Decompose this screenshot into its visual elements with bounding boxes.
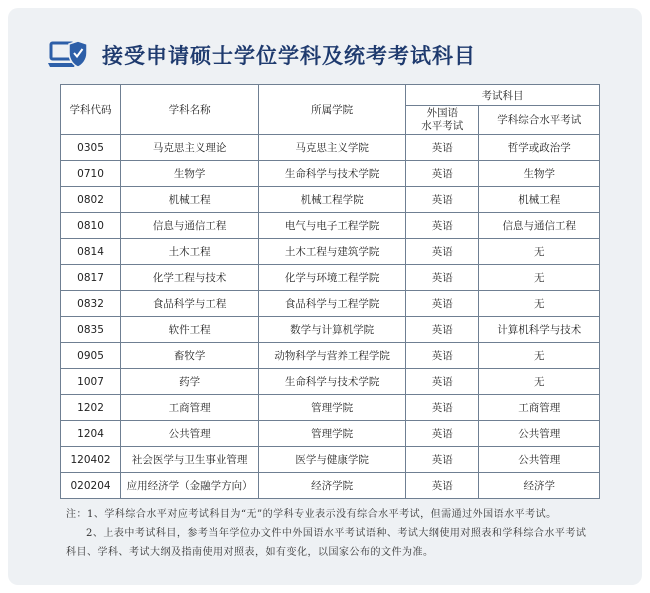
cell-name: 工商管理 <box>121 395 259 421</box>
cell-language: 英语 <box>406 369 479 395</box>
cell-name: 药学 <box>121 369 259 395</box>
cell-code: 0802 <box>61 187 121 213</box>
cell-name: 马克思主义理论 <box>121 135 259 161</box>
cell-school: 管理学院 <box>259 395 406 421</box>
cell-name: 生物学 <box>121 161 259 187</box>
header-exam-group: 考试科目 <box>406 85 600 106</box>
table-row <box>61 447 600 473</box>
cell-comprehensive: 哲学或政治学 <box>479 135 600 161</box>
cell-language: 英语 <box>406 187 479 213</box>
cell-comprehensive: 公共管理 <box>479 421 600 447</box>
cell-code: 0305 <box>61 135 121 161</box>
cell-language: 英语 <box>406 421 479 447</box>
cell-language: 英语 <box>406 265 479 291</box>
cell-code: 0710 <box>61 161 121 187</box>
cell-school: 马克思主义学院 <box>259 135 406 161</box>
cell-school: 生命科学与技术学院 <box>259 369 406 395</box>
cell-school: 医学与健康学院 <box>259 447 406 473</box>
cell-school: 土木工程与建筑学院 <box>259 239 406 265</box>
cell-name: 公共管理 <box>121 421 259 447</box>
header-code: 学科代码 <box>61 85 121 135</box>
cell-school: 动物科学与营养工程学院 <box>259 343 406 369</box>
cell-code: 0810 <box>61 213 121 239</box>
cell-school: 电气与电子工程学院 <box>259 213 406 239</box>
table-row <box>61 291 600 317</box>
cell-name: 化学工程与技术 <box>121 265 259 291</box>
cell-comprehensive: 计算机科学与技术 <box>479 317 600 343</box>
header-comprehensive-exam: 学科综合水平考试 <box>479 106 600 135</box>
cell-name: 信息与通信工程 <box>121 213 259 239</box>
cell-code: 0817 <box>61 265 121 291</box>
cell-code: 120402 <box>61 447 121 473</box>
cell-school: 机械工程学院 <box>259 187 406 213</box>
header-name: 学科名称 <box>121 85 259 135</box>
cell-code: 1204 <box>61 421 121 447</box>
cell-language: 英语 <box>406 213 479 239</box>
cell-code: 020204 <box>61 473 121 499</box>
cell-school: 生命科学与技术学院 <box>259 161 406 187</box>
cell-comprehensive: 无 <box>479 291 600 317</box>
table-row <box>61 161 600 187</box>
table-row <box>61 395 600 421</box>
cell-comprehensive: 无 <box>479 369 600 395</box>
cell-comprehensive: 机械工程 <box>479 187 600 213</box>
cell-school: 管理学院 <box>259 421 406 447</box>
cell-language: 英语 <box>406 135 479 161</box>
cell-name: 土木工程 <box>121 239 259 265</box>
cell-language: 英语 <box>406 239 479 265</box>
cell-code: 1202 <box>61 395 121 421</box>
table-row <box>61 369 600 395</box>
cell-code: 0905 <box>61 343 121 369</box>
header-school: 所属学院 <box>259 85 406 135</box>
cell-school: 化学与环境工程学院 <box>259 265 406 291</box>
cell-comprehensive: 生物学 <box>479 161 600 187</box>
cell-comprehensive: 公共管理 <box>479 447 600 473</box>
table-row <box>61 343 600 369</box>
cell-language: 英语 <box>406 473 479 499</box>
cell-language: 英语 <box>406 447 479 473</box>
cell-school: 经济学院 <box>259 473 406 499</box>
cell-language: 英语 <box>406 291 479 317</box>
table-row <box>61 187 600 213</box>
cell-language: 英语 <box>406 343 479 369</box>
cell-comprehensive: 经济学 <box>479 473 600 499</box>
cell-code: 0814 <box>61 239 121 265</box>
cell-comprehensive: 信息与通信工程 <box>479 213 600 239</box>
header-language-line1: 外国语 <box>426 107 458 119</box>
table-row <box>61 213 600 239</box>
cell-language: 英语 <box>406 161 479 187</box>
cell-comprehensive: 工商管理 <box>479 395 600 421</box>
subject-table <box>60 84 600 499</box>
table-row <box>61 421 600 447</box>
page-title: 接受申请硕士学位学科及统考考试科目 <box>102 44 476 68</box>
cell-code: 1007 <box>61 369 121 395</box>
cell-language: 英语 <box>406 395 479 421</box>
cell-name: 食品科学与工程 <box>121 291 259 317</box>
cell-name: 应用经济学（金融学方向） <box>121 473 259 499</box>
cell-name: 机械工程 <box>121 187 259 213</box>
cell-name: 软件工程 <box>121 317 259 343</box>
cell-name: 社会医学与卫生事业管理 <box>121 447 259 473</box>
notes <box>66 505 596 562</box>
header-language-line2: 水平考试 <box>421 120 464 132</box>
laptop-shield-icon <box>48 38 88 72</box>
note-1: 注：1、学科综合水平对应考试科目为“无”的学科专业表示没有综合水平考试，但需通过外国语水平考试。 <box>66 509 557 520</box>
cell-school: 食品科学与工程学院 <box>259 291 406 317</box>
page-header <box>48 38 476 72</box>
cell-comprehensive: 无 <box>479 239 600 265</box>
table-row <box>61 135 600 161</box>
content-card <box>8 8 642 585</box>
cell-language: 英语 <box>406 317 479 343</box>
note-2: 2、上表中考试科目，参考当年学位办文件中外国语水平考试语种、考试大纲使用对照表和学科综合水平考试科目、学科、考试大纲及指南使用对照表，如有变化，以国家公布的文件为准。 <box>66 528 587 558</box>
table-row <box>61 473 600 499</box>
cell-code: 0835 <box>61 317 121 343</box>
table-row <box>61 265 600 291</box>
cell-code: 0832 <box>61 291 121 317</box>
cell-comprehensive: 无 <box>479 343 600 369</box>
header-language-exam <box>406 106 479 135</box>
cell-name: 畜牧学 <box>121 343 259 369</box>
table-row <box>61 317 600 343</box>
table-row <box>61 239 600 265</box>
cell-school: 数学与计算机学院 <box>259 317 406 343</box>
cell-comprehensive: 无 <box>479 265 600 291</box>
